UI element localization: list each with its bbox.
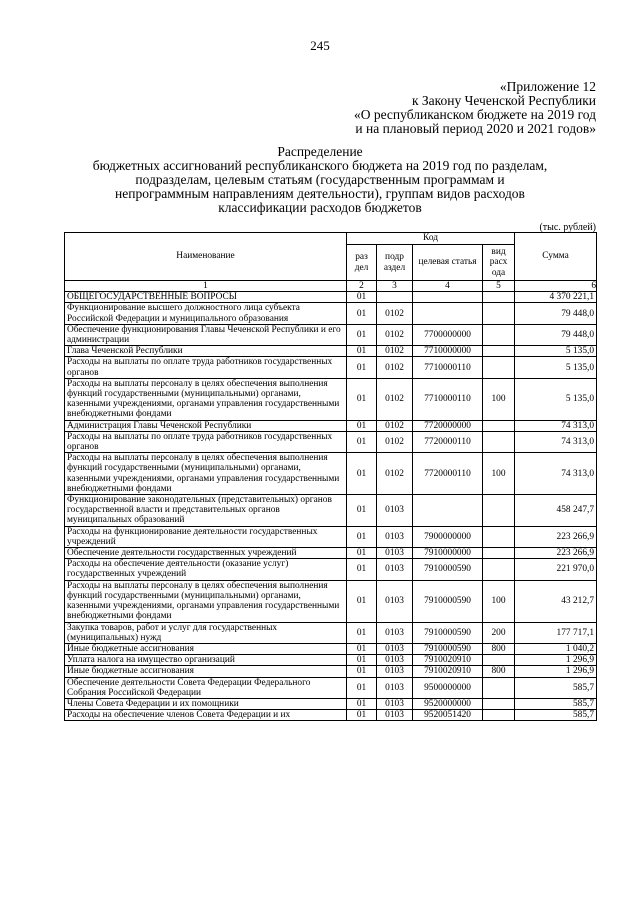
heading-title: Распределение <box>277 144 363 159</box>
table-row <box>65 559 597 580</box>
row-subsection: 0103 <box>377 666 413 677</box>
row-section: 01 <box>347 324 377 345</box>
row-subsection: 0102 <box>377 303 413 324</box>
row-name: Обеспечение функционирования Главы Чеченской Республики и его администрации <box>65 324 347 345</box>
row-expense-type <box>483 559 515 580</box>
appendix-caption <box>256 80 596 136</box>
row-sum: 221 970,0 <box>515 559 597 580</box>
row-sum: 1 040,2 <box>515 643 597 654</box>
column-number: 5 <box>483 281 515 292</box>
row-expense-type <box>483 420 515 431</box>
table-row <box>65 324 597 345</box>
row-target: 7910000590 <box>413 559 483 580</box>
table-row <box>65 495 597 527</box>
row-sum: 5 135,0 <box>515 378 597 420</box>
row-expense-type <box>483 655 515 666</box>
row-name: Расходы на функционирование деятельности государственных учреждений <box>65 526 347 547</box>
budget-table <box>64 232 597 721</box>
row-expense-type <box>483 292 515 303</box>
row-target: 7910000590 <box>413 643 483 654</box>
table-row <box>65 580 597 622</box>
table-row <box>65 346 597 357</box>
row-target: 7720000000 <box>413 420 483 431</box>
row-target: 7710000000 <box>413 346 483 357</box>
column-number: 4 <box>413 281 483 292</box>
row-target <box>413 292 483 303</box>
table-row <box>65 357 597 378</box>
row-name: Глава Чеченской Республики <box>65 346 347 357</box>
row-name: Функционирование законодательных (представительных) органов государственной власти и представительных органов муниципальных образований <box>65 495 347 527</box>
row-expense-type: 800 <box>483 666 515 677</box>
row-subsection: 0102 <box>377 420 413 431</box>
table-row <box>65 431 597 452</box>
table-row <box>65 710 597 721</box>
row-expense-type <box>483 526 515 547</box>
table-row <box>65 378 597 420</box>
column-number: 6 <box>515 281 597 292</box>
row-sum: 74 313,0 <box>515 420 597 431</box>
row-sum: 79 448,0 <box>515 303 597 324</box>
row-target: 7710000110 <box>413 378 483 420</box>
row-subsection: 0103 <box>377 548 413 559</box>
appendix-line: «Приложение 12 <box>499 79 596 94</box>
row-section: 01 <box>347 453 377 495</box>
row-sum: 5 135,0 <box>515 357 597 378</box>
table-row <box>65 292 597 303</box>
row-name: ОБЩЕГОСУДАРСТВЕННЫЕ ВОПРОСЫ <box>65 292 347 303</box>
row-name: Расходы на выплаты по оплате труда работников государственных органов <box>65 431 347 452</box>
row-name: Закупка товаров, работ и услуг для государственных (муниципальных) нужд <box>65 622 347 643</box>
table-row <box>65 420 597 431</box>
table-row <box>65 303 597 324</box>
row-subsection: 0103 <box>377 622 413 643</box>
row-sum: 223 266,9 <box>515 526 597 547</box>
row-section: 01 <box>347 357 377 378</box>
row-name: Иные бюджетные ассигнования <box>65 666 347 677</box>
row-expense-type <box>483 548 515 559</box>
row-section: 01 <box>347 655 377 666</box>
heading-subtitle: бюджетных ассигнований республиканского бюджета на 2019 год по разделам, подразделам, целевым статьям (государственным программам и непрограммным направлениям деятельности), группам видов расходов классификации расходов бюджетов <box>92 158 548 215</box>
page-number: 245 <box>310 38 330 53</box>
header-type: вид расх ода <box>483 245 515 281</box>
row-subsection: 0102 <box>377 378 413 420</box>
row-target: 7720000110 <box>413 453 483 495</box>
header-subsection: подр аздел <box>377 245 413 281</box>
appendix-line: и на плановый период 2020 и 2021 годов» <box>355 121 596 136</box>
row-name: Уплата налога на имущество организаций <box>65 655 347 666</box>
table-body <box>65 281 597 721</box>
table-row <box>65 655 597 666</box>
row-subsection: 0103 <box>377 526 413 547</box>
units-label: (тыс. рублей) <box>539 222 596 233</box>
row-target: 7700000000 <box>413 324 483 345</box>
row-target: 7900000000 <box>413 526 483 547</box>
row-sum: 1 296,9 <box>515 666 597 677</box>
row-section: 01 <box>347 666 377 677</box>
column-number: 2 <box>347 281 377 292</box>
table-row <box>65 548 597 559</box>
table-row <box>65 453 597 495</box>
row-subsection: 0103 <box>377 655 413 666</box>
header-name: Наименование <box>65 233 347 281</box>
row-expense-type <box>483 698 515 709</box>
row-target <box>413 495 483 527</box>
row-subsection: 0103 <box>377 677 413 698</box>
row-target: 7910000000 <box>413 548 483 559</box>
table-row <box>65 526 597 547</box>
row-name: Члены Совета Федерации и их помощники <box>65 698 347 709</box>
row-name: Расходы на выплаты персоналу в целях обеспечения выполнения функций государственными (муниципальными) органами, казенными учреждениями, органами управления государственными внебюджетными фондами <box>65 453 347 495</box>
row-subsection: 0103 <box>377 580 413 622</box>
row-sum: 74 313,0 <box>515 431 597 452</box>
row-sum: 4 370 221,1 <box>515 292 597 303</box>
header-target: целевая статья <box>413 245 483 281</box>
row-subsection: 0103 <box>377 559 413 580</box>
row-sum: 585,7 <box>515 698 597 709</box>
row-name: Расходы на обеспечение деятельности (оказание услуг) государственных учреждений <box>65 559 347 580</box>
row-section: 01 <box>347 580 377 622</box>
row-subsection: 0103 <box>377 495 413 527</box>
row-expense-type <box>483 303 515 324</box>
row-name: Обеспечение деятельности Совета Федерации Федерального Собрания Российской Федерации <box>65 677 347 698</box>
row-subsection: 0102 <box>377 324 413 345</box>
row-sum: 43 212,7 <box>515 580 597 622</box>
row-section: 01 <box>347 303 377 324</box>
table-row <box>65 643 597 654</box>
row-target: 7910020910 <box>413 666 483 677</box>
row-sum: 458 247,7 <box>515 495 597 527</box>
row-section: 01 <box>347 677 377 698</box>
row-subsection <box>377 292 413 303</box>
row-target <box>413 303 483 324</box>
row-expense-type: 100 <box>483 580 515 622</box>
row-target: 7710000110 <box>413 357 483 378</box>
row-subsection: 0103 <box>377 643 413 654</box>
row-sum: 585,7 <box>515 710 597 721</box>
row-target: 7720000110 <box>413 431 483 452</box>
row-name: Функционирование высшего должностного лица субъекта Российской Федерации и муниципального образования <box>65 303 347 324</box>
row-section: 01 <box>347 346 377 357</box>
row-name: Расходы на выплаты по оплате труда работников государственных органов <box>65 357 347 378</box>
row-name: Администрация Главы Чеченской Республики <box>65 420 347 431</box>
row-sum: 585,7 <box>515 677 597 698</box>
row-expense-type <box>483 346 515 357</box>
row-subsection: 0102 <box>377 431 413 452</box>
row-expense-type <box>483 495 515 527</box>
appendix-line: к Закону Чеченской Республики <box>411 93 596 108</box>
column-number: 3 <box>377 281 413 292</box>
row-expense-type: 100 <box>483 453 515 495</box>
row-subsection: 0102 <box>377 357 413 378</box>
row-sum: 1 296,9 <box>515 655 597 666</box>
row-name: Обеспечение деятельности государственных учреждений <box>65 548 347 559</box>
header-section: раз дел <box>347 245 377 281</box>
row-section: 01 <box>347 420 377 431</box>
row-expense-type: 200 <box>483 622 515 643</box>
row-name: Иные бюджетные ассигнования <box>65 643 347 654</box>
row-target: 9500000000 <box>413 677 483 698</box>
row-expense-type <box>483 431 515 452</box>
row-target: 9520000000 <box>413 698 483 709</box>
column-number: 1 <box>65 281 347 292</box>
row-section: 01 <box>347 431 377 452</box>
row-section: 01 <box>347 526 377 547</box>
row-target: 7910000590 <box>413 622 483 643</box>
row-subsection: 0103 <box>377 710 413 721</box>
row-section: 01 <box>347 643 377 654</box>
row-section: 01 <box>347 495 377 527</box>
row-expense-type <box>483 710 515 721</box>
table-row <box>65 698 597 709</box>
row-subsection: 0102 <box>377 346 413 357</box>
row-section: 01 <box>347 622 377 643</box>
table-row <box>65 666 597 677</box>
row-section: 01 <box>347 548 377 559</box>
row-sum: 223 266,9 <box>515 548 597 559</box>
row-target: 7910020910 <box>413 655 483 666</box>
row-target: 9520051420 <box>413 710 483 721</box>
table-row <box>65 622 597 643</box>
header-code: Код <box>347 233 515 245</box>
row-sum: 177 717,1 <box>515 622 597 643</box>
row-expense-type <box>483 357 515 378</box>
row-name: Расходы на обеспечение членов Совета Федерации и их <box>65 710 347 721</box>
header-sum: Сумма <box>515 233 597 281</box>
row-name: Расходы на выплаты персоналу в целях обеспечения выполнения функций государственными (муниципальными) органами, казенными учреждениями, органами управления государственными внебюджетными фондами <box>65 580 347 622</box>
table-row <box>65 677 597 698</box>
row-subsection: 0103 <box>377 698 413 709</box>
row-name: Расходы на выплаты персоналу в целях обеспечения выполнения функций государственными (муниципальными) органами, казенными учреждениями, органами управления государственными внебюджетными фондами <box>65 378 347 420</box>
row-sum: 79 448,0 <box>515 324 597 345</box>
document-heading <box>90 145 550 215</box>
row-expense-type <box>483 324 515 345</box>
row-target: 7910000590 <box>413 580 483 622</box>
row-section: 01 <box>347 710 377 721</box>
row-section: 01 <box>347 292 377 303</box>
column-numbers-row <box>65 281 597 292</box>
row-sum: 5 135,0 <box>515 346 597 357</box>
row-sum: 74 313,0 <box>515 453 597 495</box>
row-subsection: 0102 <box>377 453 413 495</box>
row-expense-type: 800 <box>483 643 515 654</box>
row-expense-type: 100 <box>483 378 515 420</box>
row-section: 01 <box>347 378 377 420</box>
row-expense-type <box>483 677 515 698</box>
row-section: 01 <box>347 559 377 580</box>
row-section: 01 <box>347 698 377 709</box>
appendix-line: «О республиканском бюджете на 2019 год <box>353 107 596 122</box>
